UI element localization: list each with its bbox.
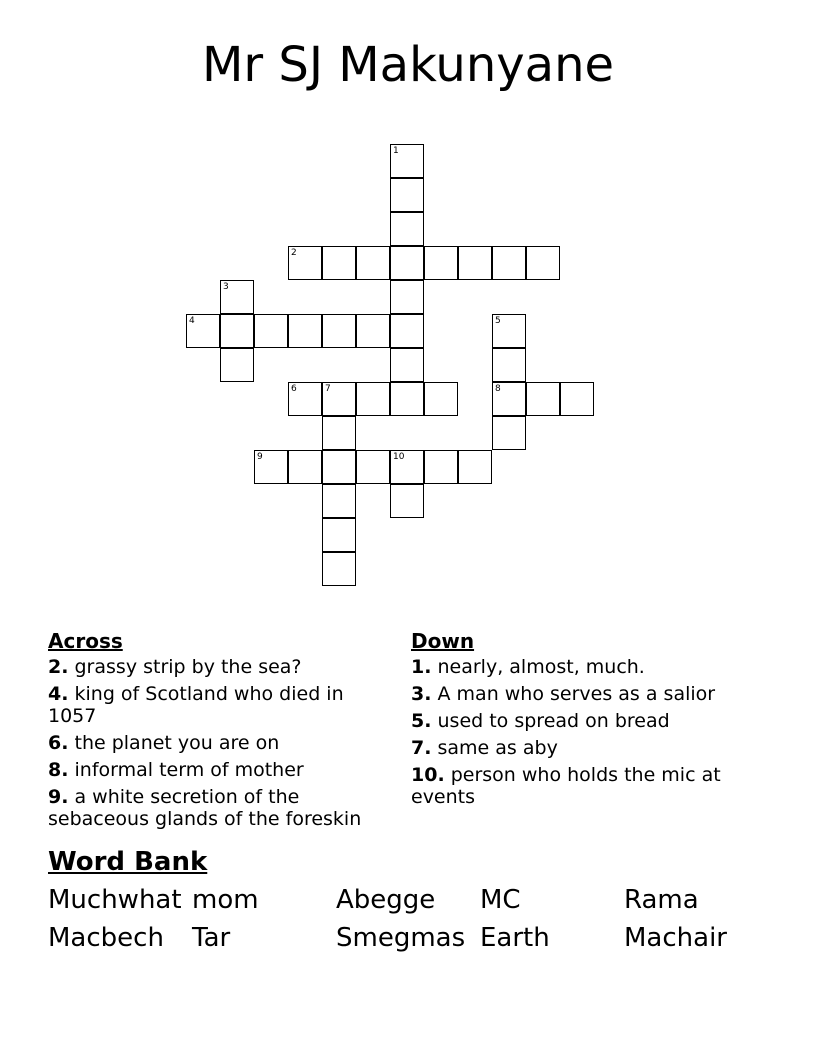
clue-number: 4 (189, 316, 195, 326)
grid-cell[interactable] (288, 246, 322, 280)
clue-number: 6 (291, 384, 297, 394)
grid-cell[interactable] (526, 246, 560, 280)
grid-cell[interactable] (526, 382, 560, 416)
grid-cell[interactable] (390, 144, 424, 178)
grid-cell[interactable] (390, 484, 424, 518)
clue-down-7: 7. same as aby (411, 737, 558, 759)
clue-across-8: 8. informal term of mother (48, 759, 304, 781)
word-bank (48, 884, 768, 954)
word-bank-item: Rama (624, 885, 699, 915)
word-bank-item: Machair (624, 923, 727, 953)
grid-cell[interactable] (492, 314, 526, 348)
grid-cell[interactable] (322, 518, 356, 552)
down-clues (411, 628, 756, 813)
grid-cell[interactable] (322, 314, 356, 348)
across-heading: Across (48, 629, 123, 653)
grid-cell[interactable] (424, 382, 458, 416)
grid-cell[interactable] (390, 348, 424, 382)
down-heading: Down (411, 629, 475, 653)
word-bank-item: MC (480, 885, 521, 915)
clue-number: 10 (393, 452, 405, 462)
word-bank-item: Abegge (336, 885, 436, 915)
grid-cell[interactable] (458, 246, 492, 280)
word-bank-item: Muchwhat (48, 885, 182, 915)
grid-cell[interactable] (492, 246, 526, 280)
grid-cell[interactable] (356, 450, 390, 484)
clue-down-1: 1. nearly, almost, much. (411, 656, 645, 678)
word-bank-item: Earth (480, 923, 550, 953)
grid-cell[interactable] (356, 246, 390, 280)
clue-number: 3 (223, 282, 229, 292)
clue-number: 9 (257, 452, 263, 462)
clue-number: 5 (495, 316, 501, 326)
clue-across-4: 4. king of Scotland who died in 1057 (48, 683, 344, 727)
grid-cell[interactable] (492, 348, 526, 382)
grid-cell[interactable] (390, 212, 424, 246)
grid-cell[interactable] (390, 178, 424, 212)
clue-across-6: 6. the planet you are on (48, 732, 280, 754)
word-bank-item: Smegmas (336, 923, 466, 953)
grid-cell[interactable] (424, 450, 458, 484)
grid-cell[interactable] (390, 314, 424, 348)
grid-cell[interactable] (356, 314, 390, 348)
clue-number: 7 (325, 384, 331, 394)
grid-cell[interactable] (322, 246, 356, 280)
grid-cell[interactable] (390, 450, 424, 484)
grid-cell[interactable] (356, 382, 390, 416)
grid-cell[interactable] (322, 382, 356, 416)
grid-cell[interactable] (390, 246, 424, 280)
grid-cell[interactable] (424, 246, 458, 280)
grid-cell[interactable] (322, 450, 356, 484)
grid-cell[interactable] (254, 450, 288, 484)
across-clues (48, 628, 393, 835)
clue-across-2: 2. grassy strip by the sea? (48, 656, 302, 678)
clue-down-10: 10. person who holds the mic at events (411, 764, 721, 808)
clue-number: 2 (291, 248, 297, 258)
puzzle-title: Mr SJ Makunyane (201, 37, 615, 93)
grid-cell[interactable] (322, 416, 356, 450)
word-bank-item: Tar (192, 923, 231, 953)
grid-cell[interactable] (492, 416, 526, 450)
grid-cell[interactable] (186, 314, 220, 348)
clue-across-9: 9. a white secretion of the sebaceous glands of the foreskin (48, 786, 362, 830)
grid-cell[interactable] (288, 450, 322, 484)
word-bank-title: Word Bank (48, 847, 208, 877)
grid-cell[interactable] (390, 280, 424, 314)
grid-cell[interactable] (288, 382, 322, 416)
grid-cell[interactable] (458, 450, 492, 484)
grid-cell[interactable] (220, 348, 254, 382)
grid-cell[interactable] (220, 280, 254, 314)
clue-number: 1 (393, 146, 399, 156)
grid-cell[interactable] (390, 382, 424, 416)
grid-cell[interactable] (560, 382, 594, 416)
grid-cell[interactable] (254, 314, 288, 348)
word-bank-item: mom (192, 885, 259, 915)
word-bank-item: Macbech (48, 923, 164, 953)
clue-number: 8 (495, 384, 501, 394)
clue-down-5: 5. used to spread on bread (411, 710, 670, 732)
grid-cell[interactable] (322, 484, 356, 518)
grid-cell[interactable] (492, 382, 526, 416)
clue-down-3: 3. A man who serves as a salior (411, 683, 716, 705)
grid-cell[interactable] (288, 314, 322, 348)
grid-cell[interactable] (322, 552, 356, 586)
grid-cell[interactable] (220, 314, 254, 348)
